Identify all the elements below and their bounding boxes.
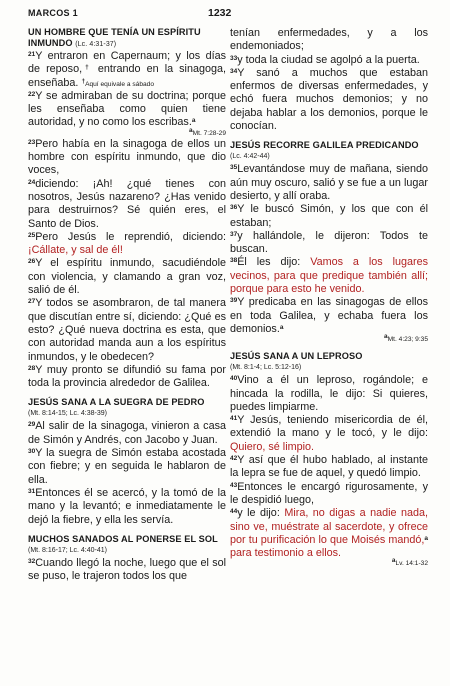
verse-41: $^{41}$Y Jesús, teniendo misericordia de él, extendió la mano y le tocó, y le dijo: Quiero, sé limpio.	[230, 414, 428, 453]
cross-reference: $^a$Lv. 14:1-32	[391, 557, 428, 568]
cross-reference: $^a$Mt. 4:23; 9:35	[384, 333, 428, 344]
verse-42: $^{42}$Y así que él hubo hablado, al instante la lepra se fue de aquel, y quedó limpio.	[230, 454, 428, 480]
words-of-jesus: para testimonio a ellos.	[230, 547, 342, 560]
verse-33: $^{33}$y toda la ciudad se agolpó a la puerta.	[230, 53, 420, 66]
section-reference: (Lc. 4:42-44)	[230, 153, 270, 161]
verse-34: $^{34}$Y sanó a muchos que estaban enfermos de diversas enfermedades, y echó fuera muchos demonios; y no dejaba hablar a los demonios, porque le conocían.	[230, 66, 428, 133]
verse-31: $^{31}$Entonces él se acercó, y la tomó de la mano y la levantó; e inmediatamente le dejó la fiebre, y ella les servía.	[28, 486, 226, 526]
section-heading: UN HOMBRE QUE TENÍA UN ESPÍRITU INMUNDO (Lc. 4:31-37)	[28, 27, 201, 48]
running-head: MARCOS 1	[28, 8, 78, 18]
verse-26: $^{26}$Y el espíritu inmundo, sacudiéndole con violencia, y clamando a gran voz, salió de él.	[28, 257, 226, 297]
cross-reference: $^a$Mt. 7:28-29	[189, 126, 226, 137]
page-header	[28, 8, 428, 22]
verse-21: $^{21}$Y entraron en Capernaum; y los días de reposo,† entrando en la sinagoga, enseñaba. †Aquí equivale a sábado	[28, 50, 226, 89]
verse-24: $^{24}$diciendo: ¡Ah! ¿qué tienes con nosotros, Jesús nazareno? ¿Has venido para destruirnos? Sé quién eres, el Santo de Dios.	[28, 177, 226, 230]
verse-29: $^{29}$Al salir de la sinagoga, vinieron a casa de Simón y Andrés, con Jacobo y Juan.	[28, 420, 226, 446]
section-heading: JESÚS RECORRE GALILEA PREDICANDO	[230, 140, 419, 151]
section-heading: MUCHOS SANADOS AL PONERSE EL SOL	[28, 533, 218, 544]
verse-37: $^{37}$y hallándole, le dijeron: Todos te buscan.	[230, 229, 428, 256]
footnote-marker: †Aquí equivale a sábado	[81, 77, 154, 88]
verse-25: $^{25}$Pero Jesús le reprendió, diciendo: ¡Cállate, y sal de él!	[28, 230, 226, 257]
right-column	[230, 27, 428, 568]
verse-43: $^{43}$Entonces le encargó rigurosamente, y le despidió luego,	[230, 480, 428, 506]
verse-28: $^{28}$Y muy pronto se difundió su fama por toda la provincia alrededor de Galilea.	[28, 363, 226, 390]
verse-23: $^{23}$Pero había en la sinagoga de ellos un hombre con espíritu inmundo, que dio voces,	[28, 137, 226, 177]
section-reference: (Lc. 4:31-37)	[75, 41, 117, 48]
section-heading: JESÚS SANA A UN LEPROSO	[230, 351, 363, 362]
verse-32: $^{32}$Cuando llegó la noche, luego que el sol se puso, le trajeron todos los que	[28, 556, 226, 583]
verse-27: $^{27}$Y todos se asombraron, de tal manera que discutían entre sí, diciendo: ¿Qué es esto? ¿Qué nueva doctrina es esta, que con autoridad manda aun a los espíritus inmundos, y le obedecen?	[28, 297, 226, 363]
verse-38: $^{38}$Él les dijo: Vamos a los lugares vecinos, para que predique también allí; porque para esto he venido.	[230, 256, 428, 296]
section-reference: (Mt. 8:16-17; Lc. 4:40-41)	[28, 546, 107, 554]
verse-35: $^{35}$Levantándose muy de mañana, siendo aún muy oscuro, salió y se fue a un lugar desierto, y allí oraba.	[230, 163, 428, 202]
verse-32-continued: tenían enfermedades, y a los endemoniados;	[230, 27, 428, 53]
verse-30: $^{30}$Y la suegra de Simón estaba acostada con fiebre; y en seguida le hablaron de ella.	[28, 447, 226, 486]
words-of-jesus: Mira, no digas a nadie nada, sino ve, muéstrate al sacerdote, y ofrece por tu purificación lo que Moisés mandó,	[230, 507, 429, 546]
words-of-jesus: Quiero, sé limpio.	[230, 440, 315, 453]
section-reference: (Mt. 8:1-4; Lc. 5:12-16)	[230, 364, 302, 372]
section-heading: JESÚS SANA A LA SUEGRA DE PEDRO	[28, 397, 205, 408]
section-reference: (Mt. 8:14-15; Lc. 4:38-39)	[28, 410, 107, 418]
verse-36: $^{36}$Y le buscó Simón, y los que con él estaban;	[230, 203, 428, 229]
verse-39: $^{39}$Y predicaba en las sinagogas de ellos en toda Galilea, y echaba fuera los demonios.$^a$	[230, 296, 428, 335]
left-column	[28, 27, 226, 583]
verse-40: $^{40}$Vino a él un leproso, rogándole; e hincada la rodilla, le dijo: Si quieres, puedes limpiarme.	[230, 374, 428, 413]
page-number: 1232	[208, 7, 232, 19]
verse-44: $^{44}$y le dijo: Mira, no digas a nadie nada, sino ve, muéstrate al sacerdote, y ofrece por tu purificación lo que Moisés mandó,$^a$ para testimonio a ellos.	[230, 507, 429, 560]
words-of-jesus: Vamos a los lugares vecinos, para que predique también allí; porque para esto he venido.	[230, 256, 428, 296]
verse-22: $^{22}$Y se admiraban de su doctrina; porque les enseñaba como quien tiene autoridad, y no como los escribas.$^a$	[28, 89, 226, 129]
words-of-jesus: ¡Cállate, y sal de él!	[28, 244, 123, 257]
